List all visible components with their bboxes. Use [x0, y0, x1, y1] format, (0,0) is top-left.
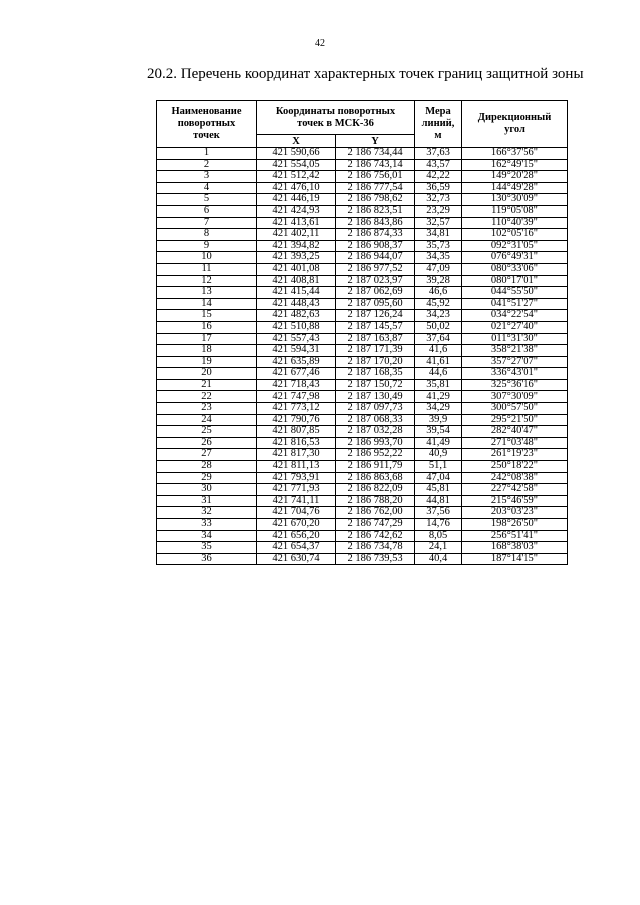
- cell-y-coordinate: 2 187 032,28: [336, 426, 415, 438]
- cell-direction-angle: 203°03'23": [462, 507, 568, 519]
- table-row: [157, 356, 568, 368]
- cell-line-measure: 39,28: [415, 275, 462, 287]
- table-row: [157, 148, 568, 160]
- cell-x-coordinate: 421 793,91: [257, 472, 336, 484]
- cell-x-coordinate: 421 448,43: [257, 298, 336, 310]
- cell-y-coordinate: 2 186 822,09: [336, 484, 415, 496]
- cell-x-coordinate: 421 476,10: [257, 182, 336, 194]
- cell-direction-angle: 250°18'22": [462, 461, 568, 473]
- cell-x-coordinate: 421 816,53: [257, 437, 336, 449]
- cell-line-measure: 34,81: [415, 229, 462, 241]
- header-direction-angle-line2: угол: [504, 124, 525, 135]
- header-line-measure: [415, 101, 462, 148]
- cell-line-measure: 47,09: [415, 263, 462, 275]
- cell-y-coordinate: 2 187 150,72: [336, 379, 415, 391]
- cell-line-measure: 36,59: [415, 182, 462, 194]
- cell-point-number: 15: [157, 310, 257, 322]
- cell-x-coordinate: 421 557,43: [257, 333, 336, 345]
- table-row: [157, 461, 568, 473]
- cell-direction-angle: 092°31'05": [462, 240, 568, 252]
- cell-direction-angle: 021°27'40": [462, 321, 568, 333]
- cell-y-coordinate: 2 186 911,79: [336, 461, 415, 473]
- cell-y-coordinate: 2 186 756,01: [336, 171, 415, 183]
- cell-direction-angle: 357°27'07": [462, 356, 568, 368]
- table-row: [157, 507, 568, 519]
- cell-x-coordinate: 421 408,81: [257, 275, 336, 287]
- cell-point-number: 11: [157, 263, 257, 275]
- cell-line-measure: 32,57: [415, 217, 462, 229]
- cell-y-coordinate: 2 187 097,73: [336, 403, 415, 415]
- cell-line-measure: 34,29: [415, 403, 462, 415]
- header-y: Y: [336, 135, 415, 148]
- cell-direction-angle: 102°05'16": [462, 229, 568, 241]
- cell-y-coordinate: 2 186 777,54: [336, 182, 415, 194]
- table-row: [157, 449, 568, 461]
- cell-line-measure: 39,54: [415, 426, 462, 438]
- table-row: [157, 403, 568, 415]
- cell-point-number: 9: [157, 240, 257, 252]
- header-line-measure-line2: линий,: [421, 118, 455, 129]
- cell-direction-angle: 080°33'06": [462, 263, 568, 275]
- cell-x-coordinate: 421 773,12: [257, 403, 336, 415]
- table-row: [157, 368, 568, 380]
- cell-direction-angle: 044°55'50": [462, 287, 568, 299]
- table-row: [157, 263, 568, 275]
- cell-y-coordinate: 2 186 743,14: [336, 159, 415, 171]
- cell-direction-angle: 187°14'15": [462, 553, 568, 565]
- header-point-name: [157, 101, 257, 148]
- table-row: [157, 484, 568, 496]
- table-row: [157, 530, 568, 542]
- cell-y-coordinate: 2 186 823,51: [336, 205, 415, 217]
- header-point-name-line2: поворотных: [177, 118, 236, 129]
- section-heading: 20.2. Перечень координат характерных точек границ защитной зоны: [147, 66, 584, 82]
- table-row: [157, 159, 568, 171]
- cell-direction-angle: 336°43'01": [462, 368, 568, 380]
- cell-point-number: 25: [157, 426, 257, 438]
- cell-x-coordinate: 421 482,63: [257, 310, 336, 322]
- cell-point-number: 4: [157, 182, 257, 194]
- table-row: [157, 275, 568, 287]
- cell-line-measure: 41,49: [415, 437, 462, 449]
- cell-y-coordinate: 2 186 944,07: [336, 252, 415, 264]
- cell-x-coordinate: 421 654,37: [257, 542, 336, 554]
- table-row: [157, 391, 568, 403]
- cell-line-measure: 45,92: [415, 298, 462, 310]
- cell-direction-angle: 166°37'56": [462, 148, 568, 160]
- cell-line-measure: 45,81: [415, 484, 462, 496]
- cell-point-number: 13: [157, 287, 257, 299]
- header-coordinates-line1: Координаты поворотных: [275, 105, 396, 117]
- cell-point-number: 3: [157, 171, 257, 183]
- cell-x-coordinate: 421 590,66: [257, 148, 336, 160]
- cell-x-coordinate: 421 446,19: [257, 194, 336, 206]
- cell-line-measure: 8,05: [415, 530, 462, 542]
- cell-direction-angle: 119°05'08": [462, 205, 568, 217]
- cell-y-coordinate: 2 186 874,33: [336, 229, 415, 241]
- cell-x-coordinate: 421 401,08: [257, 263, 336, 275]
- cell-line-measure: 34,23: [415, 310, 462, 322]
- cell-line-measure: 51,1: [415, 461, 462, 473]
- cell-x-coordinate: 421 402,11: [257, 229, 336, 241]
- cell-point-number: 30: [157, 484, 257, 496]
- cell-point-number: 2: [157, 159, 257, 171]
- cell-point-number: 17: [157, 333, 257, 345]
- header-x: X: [257, 135, 336, 148]
- cell-y-coordinate: 2 187 170,20: [336, 356, 415, 368]
- cell-line-measure: 24,1: [415, 542, 462, 554]
- cell-x-coordinate: 421 771,93: [257, 484, 336, 496]
- cell-y-coordinate: 2 186 762,00: [336, 507, 415, 519]
- table-row: [157, 321, 568, 333]
- cell-line-measure: 42,22: [415, 171, 462, 183]
- header-line-measure-line1: Мера: [425, 106, 451, 117]
- table-row: [157, 495, 568, 507]
- cell-y-coordinate: 2 187 130,49: [336, 391, 415, 403]
- table-row: [157, 205, 568, 217]
- cell-x-coordinate: 421 718,43: [257, 379, 336, 391]
- cell-x-coordinate: 421 393,25: [257, 252, 336, 264]
- cell-direction-angle: 282°40'47": [462, 426, 568, 438]
- cell-y-coordinate: 2 187 126,24: [336, 310, 415, 322]
- cell-x-coordinate: 421 512,42: [257, 171, 336, 183]
- table-row: [157, 519, 568, 531]
- cell-point-number: 5: [157, 194, 257, 206]
- cell-point-number: 20: [157, 368, 257, 380]
- table-row: [157, 171, 568, 183]
- cell-y-coordinate: 2 186 977,52: [336, 263, 415, 275]
- header-point-name-line1: Наименование: [171, 106, 242, 117]
- cell-direction-angle: 300°57'50": [462, 403, 568, 415]
- table-row: [157, 194, 568, 206]
- cell-y-coordinate: 2 187 095,60: [336, 298, 415, 310]
- table-row: [157, 437, 568, 449]
- cell-point-number: 18: [157, 345, 257, 357]
- cell-x-coordinate: 421 413,61: [257, 217, 336, 229]
- cell-line-measure: 37,56: [415, 507, 462, 519]
- cell-y-coordinate: 2 187 068,33: [336, 414, 415, 426]
- cell-point-number: 21: [157, 379, 257, 391]
- cell-direction-angle: 011°31'30": [462, 333, 568, 345]
- cell-direction-angle: 358°21'38": [462, 345, 568, 357]
- table-row: [157, 240, 568, 252]
- cell-point-number: 36: [157, 553, 257, 565]
- cell-line-measure: 41,29: [415, 391, 462, 403]
- cell-point-number: 33: [157, 519, 257, 531]
- cell-direction-angle: 041°51'27": [462, 298, 568, 310]
- table-row: [157, 310, 568, 322]
- cell-y-coordinate: 2 187 023,97: [336, 275, 415, 287]
- cell-y-coordinate: 2 186 788,20: [336, 495, 415, 507]
- cell-direction-angle: 080°17'01": [462, 275, 568, 287]
- table-row: [157, 472, 568, 484]
- cell-y-coordinate: 2 186 734,78: [336, 542, 415, 554]
- cell-point-number: 10: [157, 252, 257, 264]
- cell-point-number: 34: [157, 530, 257, 542]
- cell-line-measure: 41,61: [415, 356, 462, 368]
- cell-direction-angle: 325°36'16": [462, 379, 568, 391]
- cell-line-measure: 34,35: [415, 252, 462, 264]
- cell-x-coordinate: 421 670,20: [257, 519, 336, 531]
- coordinates-table: [156, 100, 568, 565]
- header-direction-angle-line1: Дирекционный: [477, 112, 552, 123]
- cell-point-number: 28: [157, 461, 257, 473]
- cell-point-number: 1: [157, 148, 257, 160]
- cell-x-coordinate: 421 554,05: [257, 159, 336, 171]
- cell-x-coordinate: 421 817,30: [257, 449, 336, 461]
- cell-x-coordinate: 421 510,88: [257, 321, 336, 333]
- cell-point-number: 35: [157, 542, 257, 554]
- cell-point-number: 32: [157, 507, 257, 519]
- cell-y-coordinate: 2 187 163,87: [336, 333, 415, 345]
- table-row: [157, 298, 568, 310]
- table-row: [157, 553, 568, 565]
- cell-line-measure: 40,4: [415, 553, 462, 565]
- cell-line-measure: 46,6: [415, 287, 462, 299]
- table-row: [157, 217, 568, 229]
- cell-x-coordinate: 421 677,46: [257, 368, 336, 380]
- cell-x-coordinate: 421 635,89: [257, 356, 336, 368]
- cell-line-measure: 43,57: [415, 159, 462, 171]
- header-point-name-line3: точек: [193, 130, 220, 141]
- header-coordinates: [257, 101, 415, 135]
- cell-line-measure: 23,29: [415, 205, 462, 217]
- cell-point-number: 14: [157, 298, 257, 310]
- cell-point-number: 23: [157, 403, 257, 415]
- cell-direction-angle: 034°22'54": [462, 310, 568, 322]
- cell-line-measure: 44,81: [415, 495, 462, 507]
- cell-x-coordinate: 421 394,82: [257, 240, 336, 252]
- cell-direction-angle: 215°46'59": [462, 495, 568, 507]
- cell-y-coordinate: 2 187 145,57: [336, 321, 415, 333]
- table-row: [157, 333, 568, 345]
- cell-line-measure: 50,02: [415, 321, 462, 333]
- cell-y-coordinate: 2 186 863,68: [336, 472, 415, 484]
- cell-y-coordinate: 2 187 062,69: [336, 287, 415, 299]
- cell-direction-angle: 168°38'03": [462, 542, 568, 554]
- cell-direction-angle: 271°03'48": [462, 437, 568, 449]
- cell-direction-angle: 076°49'31": [462, 252, 568, 264]
- cell-direction-angle: 149°20'28": [462, 171, 568, 183]
- cell-line-measure: 37,63: [415, 148, 462, 160]
- header-coordinates-line2: точек в МСК-36: [297, 117, 374, 129]
- cell-point-number: 8: [157, 229, 257, 241]
- cell-line-measure: 37,64: [415, 333, 462, 345]
- header-direction-angle: [462, 101, 568, 148]
- cell-direction-angle: 295°21'50": [462, 414, 568, 426]
- cell-y-coordinate: 2 186 908,37: [336, 240, 415, 252]
- cell-x-coordinate: 421 415,44: [257, 287, 336, 299]
- table-row: [157, 379, 568, 391]
- cell-point-number: 22: [157, 391, 257, 403]
- cell-direction-angle: 307°30'09": [462, 391, 568, 403]
- cell-direction-angle: 162°49'15": [462, 159, 568, 171]
- header-line-measure-line3: м: [434, 130, 442, 141]
- cell-y-coordinate: 2 187 171,39: [336, 345, 415, 357]
- cell-line-measure: 35,73: [415, 240, 462, 252]
- cell-x-coordinate: 421 630,74: [257, 553, 336, 565]
- cell-direction-angle: 242°08'38": [462, 472, 568, 484]
- cell-point-number: 7: [157, 217, 257, 229]
- cell-y-coordinate: 2 187 168,35: [336, 368, 415, 380]
- cell-x-coordinate: 421 790,76: [257, 414, 336, 426]
- cell-x-coordinate: 421 747,98: [257, 391, 336, 403]
- cell-x-coordinate: 421 741,11: [257, 495, 336, 507]
- cell-direction-angle: 110°40'39": [462, 217, 568, 229]
- cell-x-coordinate: 421 811,13: [257, 461, 336, 473]
- table-row: [157, 542, 568, 554]
- cell-y-coordinate: 2 186 993,70: [336, 437, 415, 449]
- cell-direction-angle: 144°49'28": [462, 182, 568, 194]
- cell-line-measure: 40,9: [415, 449, 462, 461]
- cell-point-number: 26: [157, 437, 257, 449]
- cell-point-number: 12: [157, 275, 257, 287]
- cell-direction-angle: 198°26'50": [462, 519, 568, 531]
- table-row: [157, 345, 568, 357]
- table-row: [157, 414, 568, 426]
- cell-point-number: 19: [157, 356, 257, 368]
- cell-direction-angle: 227°42'58": [462, 484, 568, 496]
- cell-x-coordinate: 421 704,76: [257, 507, 336, 519]
- table-row: [157, 426, 568, 438]
- cell-line-measure: 41,6: [415, 345, 462, 357]
- cell-y-coordinate: 2 186 952,22: [336, 449, 415, 461]
- cell-y-coordinate: 2 186 843,86: [336, 217, 415, 229]
- cell-line-measure: 47,04: [415, 472, 462, 484]
- cell-x-coordinate: 421 594,31: [257, 345, 336, 357]
- cell-y-coordinate: 2 186 734,44: [336, 148, 415, 160]
- cell-line-measure: 14,76: [415, 519, 462, 531]
- cell-point-number: 16: [157, 321, 257, 333]
- cell-y-coordinate: 2 186 747,29: [336, 519, 415, 531]
- cell-line-measure: 39,9: [415, 414, 462, 426]
- table-row: [157, 182, 568, 194]
- cell-x-coordinate: 421 807,85: [257, 426, 336, 438]
- cell-point-number: 29: [157, 472, 257, 484]
- cell-direction-angle: 130°30'09": [462, 194, 568, 206]
- table-body: [157, 148, 568, 565]
- cell-direction-angle: 256°51'41": [462, 530, 568, 542]
- cell-point-number: 24: [157, 414, 257, 426]
- page-number: 42: [315, 38, 325, 49]
- cell-line-measure: 35,81: [415, 379, 462, 391]
- cell-point-number: 27: [157, 449, 257, 461]
- cell-y-coordinate: 2 186 739,53: [336, 553, 415, 565]
- table-row: [157, 229, 568, 241]
- table-row: [157, 287, 568, 299]
- cell-y-coordinate: 2 186 742,62: [336, 530, 415, 542]
- cell-line-measure: 32,73: [415, 194, 462, 206]
- cell-direction-angle: 261°19'23": [462, 449, 568, 461]
- cell-point-number: 6: [157, 205, 257, 217]
- cell-point-number: 31: [157, 495, 257, 507]
- cell-x-coordinate: 421 656,20: [257, 530, 336, 542]
- table-row: [157, 252, 568, 264]
- cell-x-coordinate: 421 424,93: [257, 205, 336, 217]
- cell-y-coordinate: 2 186 798,62: [336, 194, 415, 206]
- cell-line-measure: 44,6: [415, 368, 462, 380]
